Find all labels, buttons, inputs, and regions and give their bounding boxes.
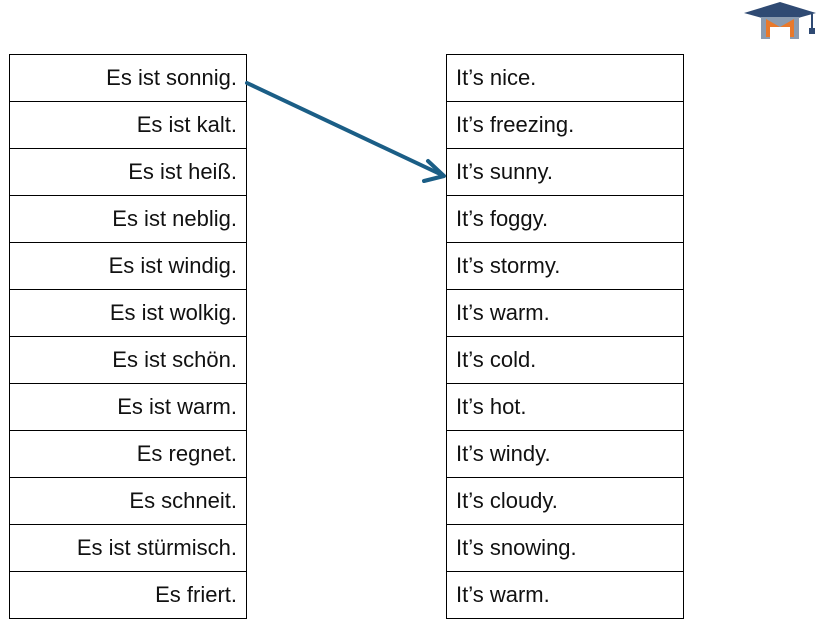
english-phrase-cell[interactable]: It’s nice. [447,55,684,102]
german-phrase-cell[interactable]: Es ist heiß. [10,149,247,196]
table-row [10,290,247,337]
german-phrase-cell[interactable]: Es ist sonnig. [10,55,247,102]
table-row [447,290,684,337]
table-row [10,243,247,290]
german-phrase-cell[interactable]: Es ist wolkig. [10,290,247,337]
english-phrase-cell[interactable]: It’s cloudy. [447,478,684,525]
english-phrase-cell[interactable]: It’s warm. [447,290,684,337]
table-row [10,525,247,572]
table-row [10,431,247,478]
english-phrase-cell[interactable]: It’s warm. [447,572,684,619]
table-row [447,572,684,619]
english-phrase-cell[interactable]: It’s freezing. [447,102,684,149]
table-row [10,149,247,196]
german-phrase-cell[interactable]: Es ist schön. [10,337,247,384]
table-row [447,525,684,572]
english-phrase-cell[interactable]: It’s cold. [447,337,684,384]
table-row [10,55,247,102]
table-row [447,478,684,525]
english-phrase-cell[interactable]: It’s hot. [447,384,684,431]
table-row [447,55,684,102]
english-phrase-cell[interactable]: It’s foggy. [447,196,684,243]
german-column [9,54,247,619]
table-row [10,337,247,384]
table-row [447,149,684,196]
table-row [447,337,684,384]
german-phrase-cell[interactable]: Es ist neblig. [10,196,247,243]
graduation-cap-icon [742,0,816,42]
table-row [447,431,684,478]
english-phrase-cell[interactable]: It’s snowing. [447,525,684,572]
table-row [10,572,247,619]
table-row [10,478,247,525]
german-phrase-cell[interactable]: Es ist warm. [10,384,247,431]
english-column [446,54,684,619]
english-phrase-cell[interactable]: It’s windy. [447,431,684,478]
table-row [447,196,684,243]
german-phrase-cell[interactable]: Es schneit. [10,478,247,525]
table-row [447,102,684,149]
table-row [10,384,247,431]
table-row [10,196,247,243]
table-row [10,102,247,149]
english-phrase-cell[interactable]: It’s sunny. [447,149,684,196]
table-row [447,384,684,431]
german-phrase-cell[interactable]: Es regnet. [10,431,247,478]
table-row [447,243,684,290]
german-phrase-cell[interactable]: Es friert. [10,572,247,619]
german-phrase-cell[interactable]: Es ist windig. [10,243,247,290]
english-phrase-cell[interactable]: It’s stormy. [447,243,684,290]
german-phrase-cell[interactable]: Es ist stürmisch. [10,525,247,572]
german-phrase-cell[interactable]: Es ist kalt. [10,102,247,149]
